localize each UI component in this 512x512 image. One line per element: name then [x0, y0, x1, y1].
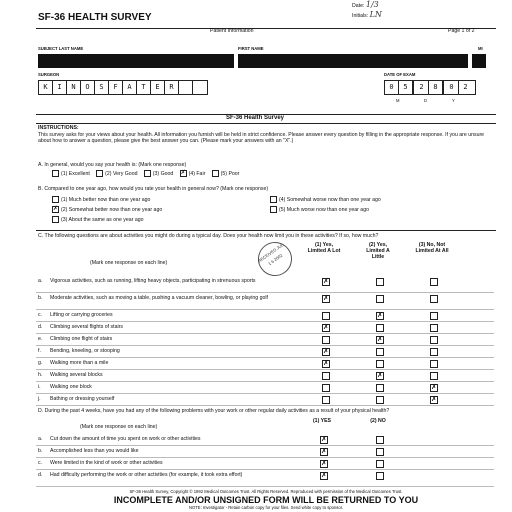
question-a-label: A.	[38, 162, 43, 168]
qc-col-header-1: (1) Yes, Limited A Lot	[307, 242, 341, 254]
qc-checkbox[interactable]: ✗	[323, 278, 329, 285]
qd-checkbox[interactable]	[376, 448, 384, 456]
qc-checkbox[interactable]: ✗	[323, 348, 329, 355]
surgeon-char: R	[165, 81, 179, 94]
qc-checkbox[interactable]	[376, 278, 384, 286]
qc-item-text: Lifting or carrying groceries	[50, 312, 113, 318]
qa-option-excellent[interactable]: (1) Excellent	[50, 171, 90, 177]
surgeon-label: SURGEON	[38, 72, 60, 77]
surgeon-char: F	[109, 81, 123, 94]
qc-checkbox[interactable]	[376, 360, 384, 368]
instructions-heading: INSTRUCTIONS:	[38, 125, 79, 131]
qd-item-letter: b.	[38, 448, 43, 454]
instructions-text: This survey asks for your views about your health. All information you furnish will be held in strict confidence. Please answer every question by filling in the appropriate response. If you are unsure about how to answer a question, please give the best answer you can. (Please mark your answers with an "X".)	[38, 132, 485, 144]
qc-row	[36, 358, 494, 370]
first-name-redacted	[238, 54, 468, 68]
warning-text: INCOMPLETE AND/OR UNSIGNED FORM WILL BE RETURNED TO YOU	[113, 495, 419, 505]
qc-row	[36, 346, 494, 358]
qc-checkbox[interactable]: ✗	[323, 360, 329, 367]
qb-option-2[interactable]: ✗ (2) Somewhat better now than one year ago	[53, 206, 163, 213]
qd-checkbox[interactable]: ✗	[321, 460, 327, 467]
mi-label: MI	[478, 46, 483, 51]
exam-date-digit: 2	[415, 81, 429, 94]
qd-item-text: Cut down the amount of time you spent on work or other activities	[50, 436, 201, 442]
qc-checkbox[interactable]	[430, 295, 438, 303]
qc-checkbox[interactable]	[430, 312, 438, 320]
qc-item-letter: j.	[38, 396, 41, 402]
qc-item-letter: b.	[38, 295, 43, 301]
qc-checkbox[interactable]	[430, 336, 438, 344]
qc-checkbox[interactable]: ✗	[377, 336, 383, 343]
qc-checkbox[interactable]	[430, 348, 438, 356]
date-of-exam-label: DATE OF EXAM	[384, 72, 416, 77]
footer-note: NOTE: Investigator - Retain carbon copy for your files. Send white copy to sponsor.	[188, 505, 344, 510]
qc-row	[36, 334, 494, 346]
surgeon-char: K	[39, 81, 53, 94]
last-name-redacted	[38, 54, 234, 68]
first-name-label: FIRST NAME	[238, 46, 264, 51]
qc-row	[36, 276, 494, 293]
qc-checkbox[interactable]: ✗	[323, 295, 329, 302]
received-stamp: RECEIVED JUL 1 6 2002	[251, 235, 298, 282]
qc-row	[36, 322, 494, 334]
qc-item-letter: i.	[38, 384, 41, 390]
surgeon-char: O	[81, 81, 95, 94]
qc-item-text: Walking more than a mile	[50, 360, 109, 366]
question-a-options	[50, 170, 370, 177]
qd-col-header-1: (1) YES	[312, 418, 332, 424]
qd-checkbox[interactable]	[376, 472, 384, 480]
question-c-mark-note: (Mark one response on each line)	[90, 260, 168, 266]
qc-checkbox[interactable]	[430, 372, 438, 380]
qc-checkbox[interactable]	[376, 348, 384, 356]
qa-option-very-good[interactable]: (2) Very Good	[94, 171, 137, 177]
survey-title: SF-36 Health Survey	[226, 115, 285, 121]
qc-checkbox[interactable]	[376, 384, 384, 392]
question-d-text: During the past 4 weeks, have you had any of the following problems with your work or other regular daily activities as a result of your physical health?	[44, 408, 390, 414]
copyright-text: SF-36 Health Survey, Copyright © 1992 Medical Outcomes Trust. All Rights Reserved. Reproduced with permission of the Medical Outcomes Trust.	[129, 489, 403, 494]
surgeon-char	[193, 81, 206, 94]
qc-item-text: Walking one block	[50, 384, 92, 390]
question-b-text: Compared to one year ago, how would you rate your health in general now? (Mark one response)	[44, 186, 269, 192]
qc-row	[36, 370, 494, 382]
section-subtitle: Patient Information	[210, 28, 254, 34]
qc-checkbox[interactable]	[322, 336, 330, 344]
surgeon-char: I	[53, 81, 67, 94]
qc-item-text: Climbing several flights of stairs	[50, 324, 123, 330]
date-value: 1/3	[365, 0, 379, 9]
surgeon-char: E	[151, 81, 165, 94]
qb-option-3[interactable]: (3) About the same as one year ago	[50, 216, 143, 223]
qc-checkbox[interactable]	[430, 360, 438, 368]
qa-option-good[interactable]: (3) Good	[142, 171, 173, 177]
question-d-mark-note: (Mark one response on each line)	[80, 424, 158, 430]
qd-row	[36, 458, 494, 470]
qd-item-letter: c.	[38, 460, 43, 466]
question-a-text: In general, would you say your health is: (Mark one response)	[44, 162, 187, 168]
form-title: SF-36 HEALTH SURVEY	[38, 12, 152, 23]
qd-col-header-2: (2) NO	[370, 418, 386, 424]
qc-checkbox[interactable]: ✗	[431, 384, 437, 391]
qb-option-5[interactable]: (5) Much worse now than one year ago	[268, 206, 369, 213]
qb-option-4[interactable]: (4) Somewhat worse now than one year ago	[268, 196, 381, 203]
qd-checkbox[interactable]	[376, 460, 384, 468]
qc-item-letter: g.	[38, 360, 43, 366]
qd-item-text: Accomplished less than you would like	[50, 448, 139, 454]
qc-checkbox[interactable]	[322, 312, 330, 320]
exam-date-digit: 0	[445, 81, 459, 94]
qc-col-header-3: (3) No, Not Limited At All	[415, 242, 449, 254]
qc-checkbox[interactable]	[430, 324, 438, 332]
qc-item-text: Walking several blocks	[50, 372, 103, 378]
qd-checkbox[interactable]: ✗	[321, 472, 327, 479]
date-initials-box: Date: 1/3 Initials: LN	[352, 0, 382, 19]
exam-date-digit: 2	[463, 83, 468, 91]
qd-item-letter: d.	[38, 472, 43, 478]
qd-item-text: Were limited in the kind of work or other activities	[50, 460, 163, 466]
surgeon-char: N	[67, 81, 81, 94]
question-b-label: B.	[38, 186, 43, 192]
qd-row	[36, 446, 494, 458]
date-sub-label-d: D	[424, 98, 428, 103]
qc-item-letter: e.	[38, 336, 43, 342]
question-c-label: C.	[38, 233, 44, 239]
qc-item-text: Moderate activities, such as moving a table, pushing a vacuum cleaner, bowling, or playing golf	[50, 295, 268, 301]
exam-date-digit: 8	[429, 81, 444, 94]
qc-checkbox[interactable]	[430, 278, 438, 286]
qc-item-text: Bending, kneeling, or stooping	[50, 348, 120, 354]
qa-option-fair[interactable]: ✗ (4) Fair	[180, 170, 206, 177]
qc-item-text: Climbing one flight of stairs	[50, 336, 113, 342]
qc-row	[36, 293, 494, 310]
qc-checkbox[interactable]: ✗	[431, 396, 437, 403]
qd-checkbox[interactable]	[376, 436, 384, 444]
qc-checkbox[interactable]	[376, 295, 384, 303]
question-d-label: D.	[38, 408, 44, 414]
date-label: Date	[352, 3, 363, 9]
page-number: Page 1 of 2	[448, 28, 475, 34]
qc-item-letter: a.	[38, 278, 43, 284]
qc-row	[36, 310, 494, 322]
qc-checkbox[interactable]: ✗	[323, 324, 329, 331]
qd-item-letter: a.	[38, 436, 43, 442]
qc-row	[36, 382, 494, 394]
qc-row	[36, 394, 494, 406]
qa-option-poor[interactable]: (5) Poor	[210, 171, 240, 177]
surgeon-char: A	[123, 81, 137, 94]
qd-row	[36, 470, 494, 487]
qc-checkbox[interactable]	[376, 324, 384, 332]
surgeon-char	[179, 81, 193, 94]
subject-last-name-label: SUBJECT LAST NAME	[38, 46, 84, 51]
qd-checkbox[interactable]: ✗	[321, 436, 327, 443]
qd-checkbox[interactable]: ✗	[321, 448, 327, 455]
exam-date-digit: 5	[399, 81, 414, 94]
qc-item-text: Bathing or dressing yourself	[50, 396, 115, 402]
qc-checkbox[interactable]	[322, 372, 330, 380]
date-sub-label-m: M	[396, 98, 400, 103]
mi-redacted	[472, 54, 486, 68]
question-c-text: The following questions are about activities you might do during a typical day. Does your health now limit you in these activities? If so, how much?	[44, 233, 379, 239]
qc-item-text: Vigorous activities, such as running, lifting heavy objects, participating in strenuous sports	[50, 278, 256, 284]
qb-option-1[interactable]: (1) Much better now than one year ago	[50, 196, 150, 203]
qc-item-letter: h.	[38, 372, 43, 378]
date-sub-label-y: Y	[452, 98, 455, 103]
qc-item-letter: f.	[38, 348, 41, 354]
initials-label: Initials	[352, 13, 367, 19]
qc-col-header-2: (2) Yes, Limited A Little	[366, 242, 390, 260]
qc-checkbox[interactable]	[322, 396, 330, 404]
qc-checkbox[interactable]	[322, 384, 330, 392]
surgeon-field[interactable]	[38, 80, 208, 95]
qd-item-text: Had difficulty performing the work or other activities (for example, it took extra effort)	[50, 472, 243, 478]
qc-item-letter: d.	[38, 324, 43, 330]
surgeon-char: S	[95, 81, 109, 94]
qd-row	[36, 434, 494, 446]
initials-value: LN	[369, 10, 382, 19]
surgeon-char: T	[137, 81, 151, 94]
exam-date-digit: 0	[385, 81, 399, 94]
date-of-exam-field[interactable]	[384, 80, 476, 95]
qc-checkbox[interactable]: ✗	[377, 312, 383, 319]
qc-checkbox[interactable]: ✗	[377, 372, 383, 379]
qc-checkbox[interactable]	[376, 396, 384, 404]
qc-item-letter: c.	[38, 312, 43, 318]
